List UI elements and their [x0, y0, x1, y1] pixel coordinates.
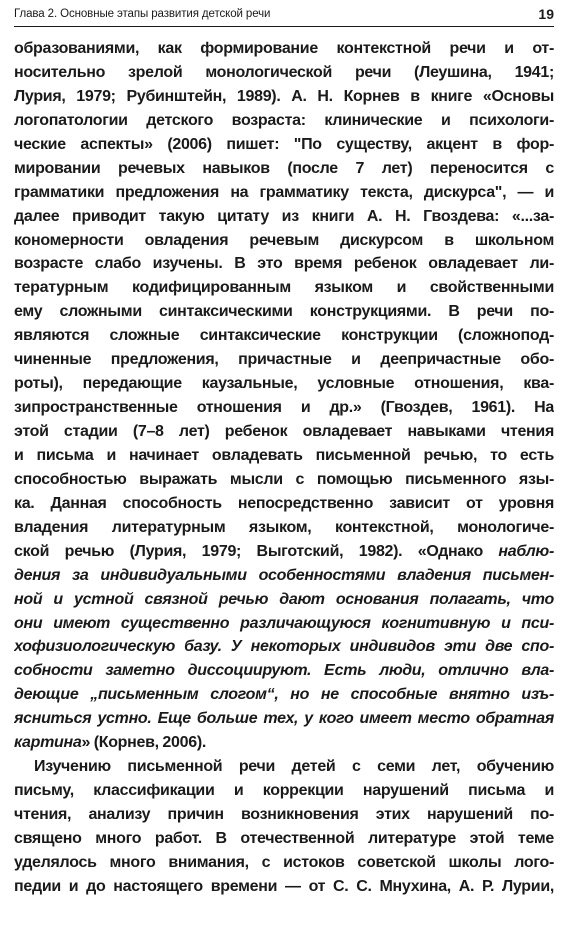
- text-segment: владения литературным языком, контекстной, монологиче-: [14, 518, 554, 536]
- text-segment: грамматики предложения на грамматику текста, дискурса", — и: [14, 183, 554, 201]
- italic-text-segment: собности заметно диссоциируют. Есть люди, отлично вла-: [14, 662, 554, 680]
- text-line: [14, 827, 554, 851]
- italic-text-segment: дения за индивидуальными особенностями владения письмен-: [14, 566, 554, 584]
- text-line: [14, 85, 554, 109]
- text-segment: мировании речевых навыков (после 7 лет) переносится с: [14, 159, 554, 177]
- text-line: [14, 731, 554, 755]
- text-segment: роты), передающие каузальные, условные отношения, ква-: [14, 375, 554, 393]
- running-header: [14, 6, 554, 27]
- italic-text-segment: деющие „письменным слогом“, но не способные внятно изъ-: [14, 686, 554, 704]
- text-line: [14, 109, 554, 133]
- text-line: [14, 683, 554, 707]
- text-segment: ему сложными синтаксическими конструкциями. В речи по-: [14, 303, 554, 321]
- text-segment: педии и до настоящего времени — от С. С. Мнухина, А. Р. Лурии,: [14, 877, 554, 895]
- text-line: [14, 564, 554, 588]
- text-segment: возрасте слабо изучены. В это время ребенок овладевает ли-: [14, 255, 554, 273]
- text-segment: логопатологии детского возраста: клинические и психологи-: [14, 111, 554, 129]
- text-segment: ка. Данная способность непосредственно зависит от уровня: [14, 494, 554, 512]
- chapter-title: Глава 2. Основные этапы развития детской речи: [14, 8, 271, 20]
- text-line: [14, 803, 554, 827]
- text-line: [14, 133, 554, 157]
- text-line: [14, 324, 554, 348]
- italic-text-segment: ясниться устно. Еще больше тех, у кого имеет место обратная: [14, 710, 554, 728]
- italic-text-segment: они имеют существенно различающуюся когнитивную и пси-: [14, 614, 554, 632]
- text-segment: кономерности овладения речевым дискурсом в школьном: [14, 231, 554, 249]
- text-segment: ской речью (Лурия, 1979; Выготский, 1982). «Однако: [14, 542, 499, 560]
- italic-text-segment: картина: [14, 734, 82, 752]
- text-segment: Лурия, 1979; Рубинштейн, 1989). А. Н. Корнев в книге «Основы: [14, 87, 554, 105]
- text-line: [14, 229, 554, 253]
- text-segment: письму, классификации и коррекции нарушений письма и: [14, 782, 554, 800]
- text-segment: этой стадии (7–8 лет) ребенок овладевает навыками чтения: [14, 423, 554, 440]
- text-line: [14, 707, 554, 731]
- text-line: [14, 396, 554, 420]
- text-line: [14, 300, 554, 324]
- text-line: [14, 276, 554, 300]
- text-segment: способностью выражать мысли с помощью письменного язы-: [14, 470, 554, 488]
- text-segment: ческие аспекты» (2006) пишет: "По существу, акцент в фор-: [14, 135, 554, 153]
- text-line: [14, 468, 554, 492]
- text-segment: уделялось много внимания, с истоков советской школы лого-: [14, 853, 554, 871]
- italic-text-segment: ной и устной связной речью дают основания полагать, что: [14, 590, 554, 608]
- text-line: [14, 492, 554, 516]
- text-line: [14, 540, 554, 564]
- text-line: [14, 348, 554, 372]
- text-line: [14, 635, 554, 659]
- text-segment: являются сложные синтаксические конструкции (сложнопод-: [14, 327, 554, 345]
- text-segment: чиненные предложения, причастные и деепричастные обо-: [14, 351, 554, 369]
- text-line: [14, 612, 554, 636]
- text-line: [14, 420, 554, 444]
- text-segment: священо много работ. В отечественной литературе этой теме: [14, 829, 554, 847]
- text-segment: Изучению письменной речи детей с семи лет, обучению: [34, 758, 554, 776]
- text-line: [14, 372, 554, 396]
- text-line: [14, 61, 554, 85]
- text-line: [14, 588, 554, 612]
- text-segment: чтения, анализу причин возникновения этих нарушений по-: [14, 806, 554, 823]
- text-line: [14, 875, 554, 899]
- text-line: [14, 516, 554, 540]
- text-line: [14, 37, 554, 61]
- italic-text-segment: наблю-: [498, 542, 554, 560]
- text-line: [14, 181, 554, 205]
- text-line: [14, 755, 554, 779]
- text-segment: и письма и начинает овладевать письменной речью, то есть: [14, 446, 554, 464]
- page-number: 19: [538, 6, 554, 22]
- text-line: [14, 851, 554, 875]
- text-line: [14, 157, 554, 181]
- text-segment: зипространственные отношения и др.» (Гвоздев, 1961). На: [14, 399, 554, 417]
- text-segment: далее приводит такую цитату из книги А. Н. Гвоздева: «...за-: [14, 207, 554, 225]
- text-line: [14, 659, 554, 683]
- italic-text-segment: хофизиологическую базу. У некоторых индивидов эти две спо-: [14, 638, 554, 656]
- text-segment: образованиями, как формирование контекстной речи и от-: [14, 40, 554, 57]
- body-text: [14, 37, 554, 899]
- text-segment: » (Корнев, 2006).: [81, 734, 206, 752]
- text-line: [14, 205, 554, 229]
- text-line: [14, 779, 554, 803]
- text-segment: носительно зрелой монологической речи (Леушина, 1941;: [14, 63, 554, 81]
- text-segment: тературным кодифицированным языком и свойственными: [14, 279, 554, 297]
- text-line: [14, 252, 554, 276]
- text-line: [14, 444, 554, 468]
